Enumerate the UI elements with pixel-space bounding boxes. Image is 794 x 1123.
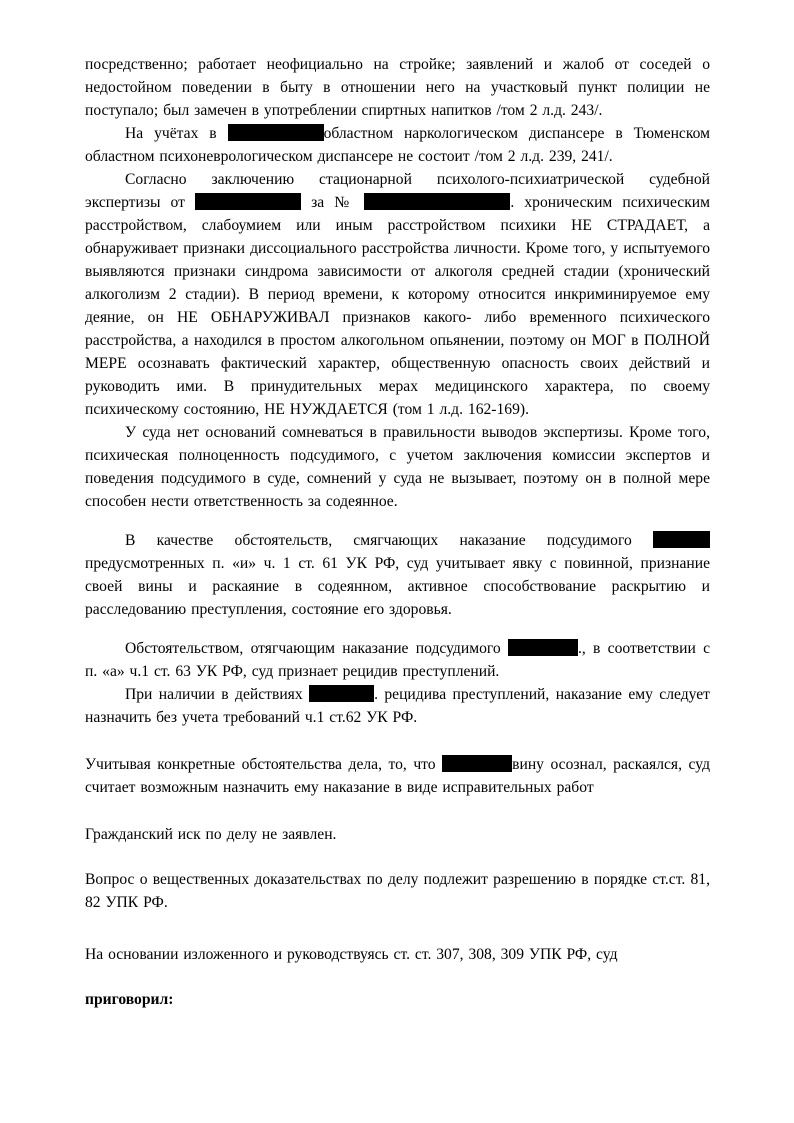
paragraph-text: Вопрос о вещественных доказательствах по делу подлежит разрешению в порядке ст.ст. 81, 82 УПК РФ. — [85, 871, 710, 911]
paragraph — [85, 683, 710, 729]
paragraph-text: Обстоятельством, отягчающим наказание подсудимого — [125, 640, 508, 657]
paragraph — [85, 943, 710, 966]
paragraph — [85, 421, 710, 513]
paragraph-text: областном наркологическом диспансере в Тюменском областном психоневрологическом диспансере не состоит /том 2 л.д. 239, 241/. — [85, 125, 710, 165]
paragraph-text: приговорил: — [85, 991, 174, 1008]
redaction-box — [653, 531, 710, 548]
paragraph-text: Согласно заключению стационарной психолого-психиатрической судебной экспертизы от — [85, 171, 710, 211]
document-content — [85, 53, 710, 1011]
paragraph-text: посредственно; работает неофициально на стройке; заявлений и жалоб от соседей о недостойном поведении в быту в отношении него на участковый пункт полиции не поступало; был замечен в употреблении спиртных напитков /том 2 л.д. 243/. — [85, 56, 710, 119]
paragraph-text: При наличии в действиях — [125, 686, 310, 703]
paragraph — [85, 168, 710, 421]
redaction-box — [508, 639, 578, 656]
paragraph — [85, 823, 710, 846]
redaction-box — [442, 755, 512, 772]
paragraph-text: На основании изложенного и руководствуясь ст. ст. 307, 308, 309 УПК РФ, суд — [85, 946, 618, 963]
paragraph-text: вину осознал, раскаялся, суд считает возможным назначить ему наказание в виде исправительных работ — [85, 756, 710, 796]
paragraph-text: В качестве обстоятельств, смягчающих наказание подсудимого — [125, 532, 653, 549]
paragraph — [85, 53, 710, 122]
paragraph — [85, 988, 710, 1011]
paragraph — [85, 868, 710, 914]
paragraph-text: предусмотренных п. «и» ч. 1 ст. 61 УК РФ, суд учитывает явку с повинной, признание своей вины и раскаяние в содеянном, активное способствование раскрытию и расследованию преступления, состояние его здоровья. — [85, 555, 710, 618]
paragraph-text: На учётах в — [125, 125, 228, 142]
paragraph-text: за № — [301, 194, 365, 211]
paragraph-text: . хроническим психическим расстройством, слабоумием или иным расстройством психики НЕ СТРАДАЕТ, а обнаруживает признаки диссоциального расстройства личности. Кроме того, у испытуемого выявляются признаки синдрома зависимости от алкоголя средней стадии (хронический алкоголизм 2 стадии). В период времени, к которому относится инкриминируемое ему деяние, он НЕ ОБНАРУЖИВАЛ признаков какого- либо временного психического расстройства, а находился в простом алкогольном опьянении, поэтому он МОГ в ПОЛНОЙ МЕРЕ осознавать фактический характер, общественную опасность своих действий и руководить ими. В принудительных мерах медицинского характера, по своему психическому состоянию, НЕ НУЖДАЕТСЯ (том 1 л.д. 162-169). — [85, 194, 710, 418]
paragraph-text: Гражданский иск по делу не заявлен. — [85, 826, 337, 843]
paragraph-text: . рецидива преступлений, наказание ему следует назначить без учета требований ч.1 ст.62 УК РФ. — [85, 686, 710, 726]
paragraph — [85, 122, 710, 168]
paragraph — [85, 637, 710, 683]
paragraph-text: Учитывая конкретные обстоятельства дела, то, что — [85, 756, 443, 773]
redaction-box — [195, 193, 301, 210]
redaction-box — [309, 685, 374, 702]
paragraph — [85, 529, 710, 621]
redaction-box — [364, 193, 510, 210]
paragraph-text: У суда нет оснований сомневаться в правильности выводов экспертизы. Кроме того, психическая полноценность подсудимого, с учетом заключения комиссии экспертов и поведения подсудимого в суде, сомнений у суда не вызывает, поэтому он в полной мере способен нести ответственность за содеянное. — [85, 424, 710, 510]
paragraph — [85, 753, 710, 799]
redaction-box — [228, 124, 324, 141]
paragraph-text: ., в соответствии с п. «а» ч.1 ст. 63 УК РФ, суд признает рецидив преступлений. — [85, 640, 710, 680]
